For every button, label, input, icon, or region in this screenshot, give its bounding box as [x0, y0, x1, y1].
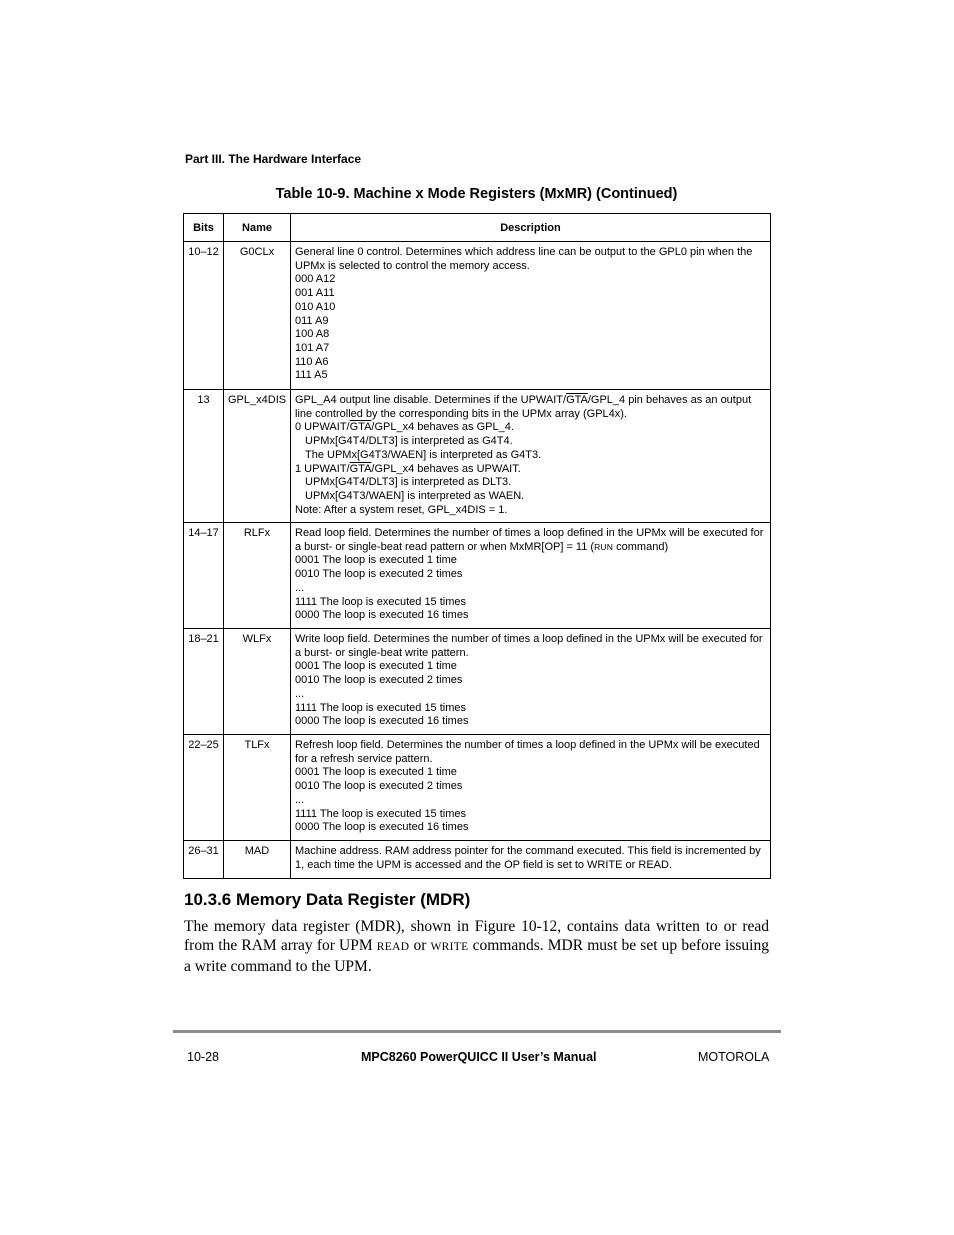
row-name: WLFx: [224, 629, 291, 735]
table-row: [184, 735, 771, 841]
desc-suboption: UPMx[G4T3/WAEN] is interpreted as WAEN.: [305, 489, 525, 502]
desc-suboption: The UPMx[G4T3/WAEN] is interpreted as G4T3.: [305, 448, 542, 461]
desc-option: 0010 The loop is executed 2 times: [295, 568, 463, 581]
table-row: [184, 242, 771, 390]
desc-intro: Write loop field. Determines the number of times a loop defined in the UPMx will be executed for a burst- or single-beat write pattern.: [295, 633, 763, 659]
row-name: TLFx: [224, 735, 291, 841]
table-row: [184, 629, 771, 735]
desc-option: 010 A10: [295, 300, 336, 313]
section-heading: 10.3.6 Memory Data Register (MDR): [184, 890, 471, 909]
desc-option: 1 UPWAIT/$\overline{GTA}/GPL\_x4$ behaves as UPWAIT.: [295, 462, 521, 475]
row-name: G0CLx: [224, 242, 291, 390]
row-bits: 13: [184, 390, 224, 523]
desc-option: 0000 The loop is executed 16 times: [295, 821, 469, 834]
row-description: [291, 523, 771, 629]
desc-option: ...: [295, 793, 305, 806]
desc-option: 001 A11: [295, 287, 335, 300]
desc-option: 1111 The loop is executed 15 times: [295, 701, 467, 714]
desc-option: ...: [295, 687, 305, 700]
gta-overbar: $\overline{GTA}$: [349, 462, 372, 475]
desc-option: ...: [295, 581, 305, 594]
row-bits: 10–12: [184, 242, 224, 390]
row-description: [291, 735, 771, 841]
row-bits: 18–21: [184, 629, 224, 735]
desc-option: 100 A8: [295, 328, 330, 341]
row-bits: 26–31: [184, 841, 224, 879]
desc-note: Note: After a system reset, GPL_x4DIS = 1.: [295, 503, 508, 516]
row-name: MAD: [224, 841, 291, 879]
desc-intro: Refresh loop field. Determines the number of times a loop defined in the UPMx will be executed for a refresh service pattern.: [295, 739, 760, 765]
table-header-row: [184, 214, 771, 242]
register-table: [183, 213, 771, 879]
desc-intro: Machine address. RAM address pointer for the command executed. This field is incremented by 1, each time the UPM is accessed and the OP field is set to WRITE or READ.: [295, 845, 761, 871]
desc-option: 0001 The loop is executed 1 time: [295, 766, 457, 779]
desc-option: 000 A12: [295, 273, 336, 286]
row-description: [291, 629, 771, 735]
running-head: Part III. The Hardware Interface: [185, 152, 362, 166]
desc-intro: General line 0 control. Determines which address line can be output to the GPL0 pin when the UPMx is selected to control the memory access.: [295, 246, 753, 272]
desc-option: 1111 The loop is executed 15 times: [295, 595, 467, 608]
desc-option: 0010 The loop is executed 2 times: [295, 780, 463, 793]
table-row: [184, 841, 771, 879]
desc-intro: GPL_A4 output line disable. Determines if the UPWAIT/$\overline{GTA}/GPL\_4$ pin behaves as an output line controlled by the corresponding bits in the UPMx array (GPL4x).: [295, 394, 752, 420]
read-smallcaps: READ: [376, 941, 410, 953]
header-bits: Bits: [184, 214, 224, 242]
row-name: GPL_x4DIS: [224, 390, 291, 523]
table-row: [184, 390, 771, 523]
row-bits: 14–17: [184, 523, 224, 629]
header-name: Name: [224, 214, 291, 242]
row-description: [291, 242, 771, 390]
desc-option: 1111 The loop is executed 15 times: [295, 807, 467, 820]
footer-page-number: 10-28: [187, 1050, 219, 1064]
table-caption: Table 10-9. Machine x Mode Registers (MxMR) (Continued): [275, 186, 678, 202]
gta-overbar: $\overline{GTA}$: [566, 394, 588, 406]
desc-option: 0000 The loop is executed 16 times: [295, 609, 469, 622]
desc-option: 0 UPWAIT/$\overline{GTA}/GPL\_x4$ behaves as GPL_4.: [295, 421, 514, 434]
run-smallcaps: RUN: [594, 541, 614, 552]
table-row: [184, 523, 771, 629]
row-description: [291, 390, 771, 523]
footer-company: MOTOROLA: [698, 1050, 770, 1064]
footer-divider: [173, 1030, 781, 1033]
desc-option: 011 A9: [295, 314, 329, 327]
row-bits: 22–25: [184, 735, 224, 841]
desc-suboption: UPMx[G4T4/DLT3] is interpreted as G4T4.: [305, 435, 513, 448]
desc-option: 0001 The loop is executed 1 time: [295, 554, 457, 567]
write-smallcaps: WRITE: [430, 941, 469, 953]
desc-suboption: UPMx[G4T4/DLT3] is interpreted as DLT3.: [305, 476, 512, 489]
row-name: RLFx: [224, 523, 291, 629]
desc-option: 0000 The loop is executed 16 times: [295, 715, 469, 728]
desc-option: 111 A5: [295, 369, 328, 382]
desc-option: 110 A6: [295, 355, 329, 368]
desc-option: 101 A7: [295, 341, 330, 354]
row-description: [291, 841, 771, 879]
desc-option: 0010 The loop is executed 2 times: [295, 674, 463, 687]
desc-option: 0001 The loop is executed 1 time: [295, 660, 457, 673]
desc-intro: Read loop field. Determines the number of times a loop defined in the UPMx will be executed for a burst- or single-beat read pattern or when MxMR[OP] = 11 (RUN command): [295, 527, 764, 553]
section-body: The memory data register (MDR), shown in Figure 10-12, contains data written to or read from the RAM array for UPM READ or WRITE commands. MDR must be set up before issuing a write command to the UPM.: [184, 918, 769, 975]
footer-manual-title: MPC8260 PowerQUICC II User’s Manual: [361, 1050, 597, 1064]
gta-overbar: $\overline{GTA}$: [349, 421, 372, 434]
header-description: Description: [291, 214, 771, 242]
